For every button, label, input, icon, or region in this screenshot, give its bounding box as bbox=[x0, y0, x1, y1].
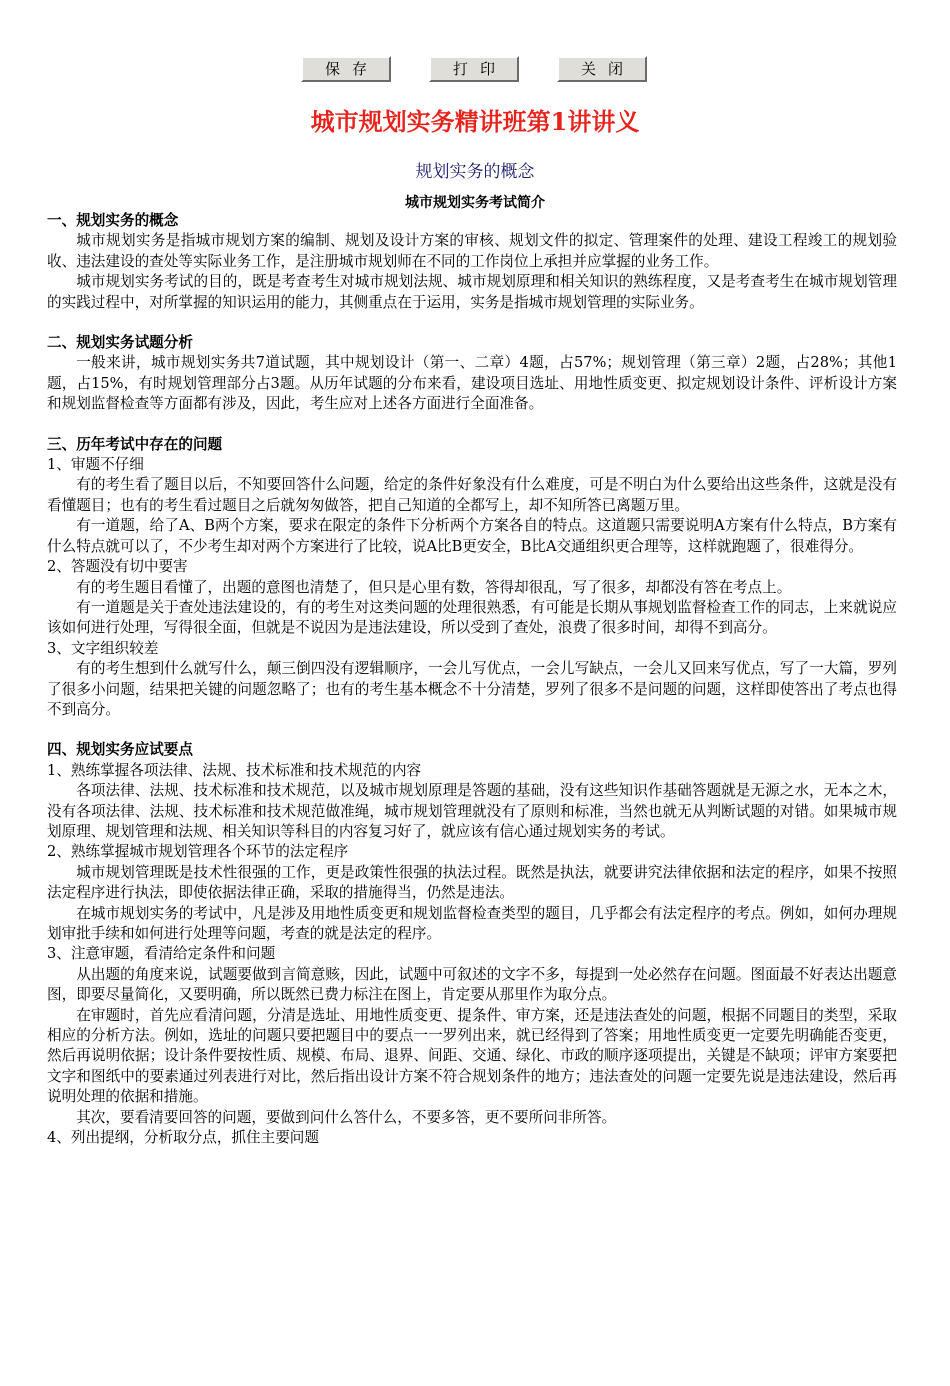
page-title: 城市规划实务精讲班第1讲讲义 bbox=[310, 107, 640, 136]
paragraph: 各项法律、法规、技术标准和技术规范，以及城市规划原理是答题的基础，没有这些知识作基础答题就是无源之水，无本之木，没有各项法律、法规、技术标准和技术规范做准绳，城市规划管理就没有了原则和标准，当然也就无从判断试题的对错。如果城市规划原理、规划管理和法规、相关知识等科目的内容复习好了，就应该有信心通过规划实务的考试。 bbox=[47, 782, 897, 840]
paragraph: 一般来讲，城市规划实务共7道试题，其中规划设计（第一、二章）4题，占57%；规划管理（第三章）2题，占28%；其他1题，占15%，有时规划管理部分占3题。从历年试题的分布来看，建设项目选址、用地性质变更、拟定规划设计条件、评析设计方案和规划监督检查等方面都有涉及，因此，考生应对上述各方面进行全面准备。 bbox=[47, 354, 897, 413]
paragraph: 有的考生题目看懂了，出题的意图也清楚了，但只是心里有数，答得却很乱，写了很多，却都没有答在考点上。 bbox=[76, 578, 792, 596]
section-heading: 一、规划实务的概念 bbox=[47, 212, 179, 229]
close-button[interactable]: 关闭 bbox=[557, 56, 647, 82]
article-body bbox=[47, 211, 897, 1148]
sub-subtitle: 城市规划实务考试简介 bbox=[405, 195, 545, 211]
section-subtitle: 规划实务的概念 bbox=[415, 162, 535, 182]
paragraph: 城市规划实务考试的目的，既是考查考生对城市规划法规、城市规划原理和相关知识的熟练程度，又是考查考生在城市规划管理的实践过程中，对所掌握的知识运用的能力，其侧重点在于运用，实务是指城市规划管理的实际业务。 bbox=[47, 273, 897, 311]
toolbar bbox=[0, 56, 950, 84]
sub-heading: 3、注意审题，看清给定条件和问题 bbox=[47, 945, 276, 963]
sub-heading: 1、熟练掌握各项法律、法规、技术标准和技术规范的内容 bbox=[47, 761, 422, 779]
sub-heading: 3、文字组织较差 bbox=[47, 639, 159, 657]
section-heading: 二、规划实务试题分析 bbox=[47, 334, 193, 352]
paragraph: 其次，要看清要回答的问题，要做到问什么答什么，不要多答，更不要所问非所答。 bbox=[76, 1108, 617, 1126]
section-heading: 四、规划实务应试要点 bbox=[47, 741, 193, 759]
paragraph: 城市规划管理既是技术性很强的工作，更是政策性很强的执法过程。既然是执法，就要讲究法律依据和法定的程序，如果不按照法定程序进行执法，即使依据法律正确，采取的措施得当，仍然是违法。 bbox=[47, 863, 897, 902]
sub-heading: 2、熟练掌握城市规划管理各个环节的法定程序 bbox=[47, 843, 349, 861]
paragraph: 城市规划实务是指城市规划方案的编制、规划及设计方案的审核、规划文件的拟定、管理案件的处理、建设工程竣工的规划验收、违法建设的查处等实际业务工作，是注册城市规划师在不同的工作岗位上承担并应掌握的业务工作。 bbox=[47, 232, 897, 270]
sub-heading: 4、列出提纲，分析取分点，抓住主要问题 bbox=[47, 1129, 319, 1147]
paragraph: 在城市规划实务的考试中，凡是涉及用地性质变更和规划监督检查类型的题目，几乎都会有法定程序的考点。例如，如何办理规划审批手续和如何进行处理等问题，考查的就是法定的程序。 bbox=[47, 904, 897, 942]
paragraph: 有的考生想到什么就写什么，颠三倒四没有逻辑顺序，一会儿写优点，一会儿写缺点，一会儿又回来写优点，写了一大篇，罗列了很多小问题，结果把关键的问题忽略了；也有的考生基本概念不十分清楚，罗列了很多不是问题的问题，这样即使答出了考点也得不到高分。 bbox=[47, 660, 897, 718]
print-button[interactable]: 打印 bbox=[429, 56, 519, 82]
save-button[interactable]: 保存 bbox=[301, 56, 391, 82]
sub-heading: 2、答题没有切中要害 bbox=[47, 558, 188, 576]
paragraph: 从出题的角度来说，试题要做到言简意赅，因此，试题中可叙述的文字不多，每提到一处必然存在问题。图面最不好表达出题意图，即要尽量简化，又要明确，所以既然已费力标注在图上，肯定要从那里作为取分点。 bbox=[47, 965, 897, 1004]
paragraph: 有的考生看了题目以后，不知要回答什么问题，给定的条件好象没有什么难度，可是不明白为什么要给出这些条件，这就是没有看懂题目；也有的考生看过题目之后就匆匆做答，把自己知道的全都写上，却不知所答已离题万里。 bbox=[47, 476, 897, 514]
paragraph: 有一道题是关于查处违法建设的，有的考生对这类问题的处理很熟悉，有可能是长期从事规划监督检查工作的同志，上来就说应该如何进行处理，写得很全面，但就是不说因为是违法建设，所以受到了查处，浪费了很多时间，却得不到高分。 bbox=[47, 598, 897, 637]
paragraph: 在审题时，首先应看清问题，分清是选址、用地性质变更、提条件、审方案，还是违法查处的问题，根据不同题目的类型，采取相应的分析方法。例如，选址的问题只要把题目中的要点一一罗列出来，就已经得到了答案；用地性质变更一定要先明确能否变更，然后再说明依据；设计条件要按性质、规模、布局、退界、间距、交通、绿化、市政的顺序逐项提出，关键是不缺项；评审方案要把文字和图纸中的要素通过列表进行对比，然后指出设计方案不符合规划条件的地方；违法查处的问题一定要先说是违法建设，然后再说明处理的依据和措施。 bbox=[47, 1006, 897, 1106]
paragraph: 有一道题，给了A、B两个方案，要求在限定的条件下分析两个方案各自的特点。这道题只需要说明A方案有什么特点，B方案有什么特点就可以了，不少考生却对两个方案进行了比较，说A比B更安全，B比A交通组织更合理等，这样就跑题了，很难得分。 bbox=[47, 517, 897, 555]
sub-heading: 1、审题不仔细 bbox=[47, 456, 144, 474]
section-heading: 三、历年考试中存在的问题 bbox=[47, 435, 223, 453]
